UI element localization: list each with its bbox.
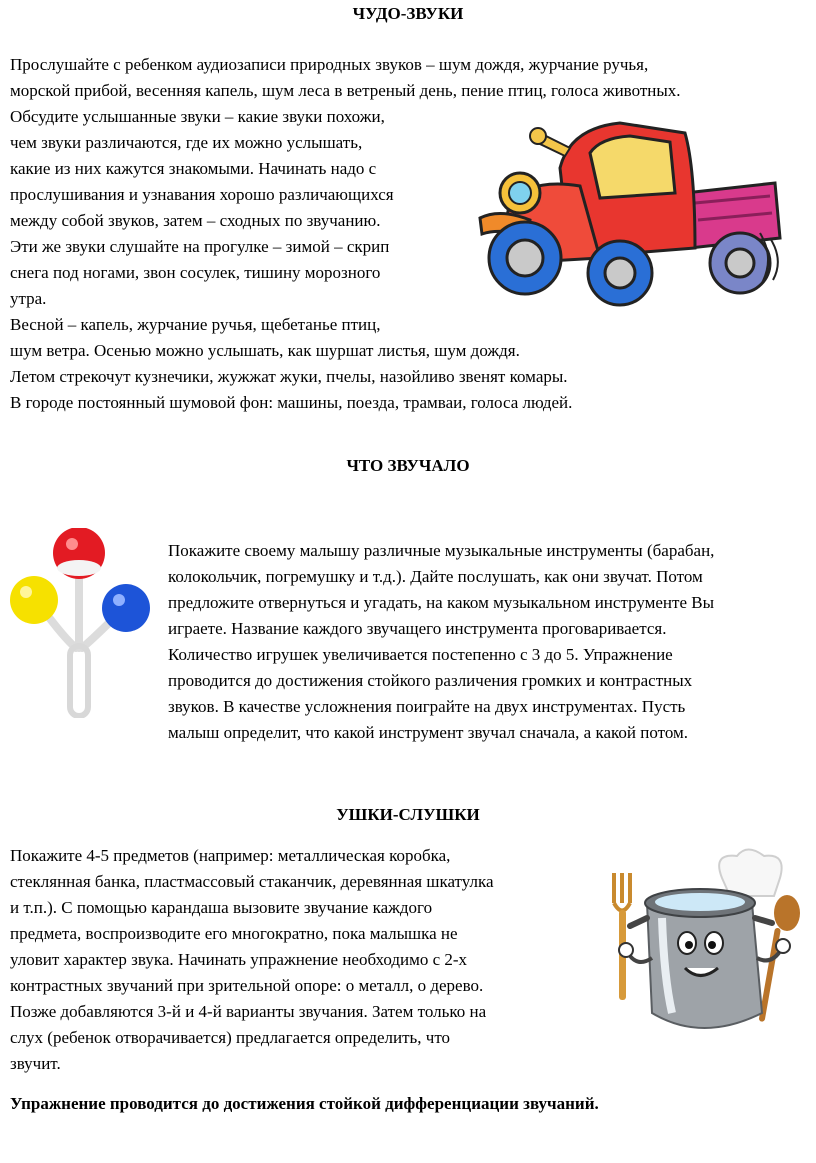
- section-title-chudo-zvuki: ЧУДО-ЗВУКИ: [352, 4, 464, 23]
- text-line: Весной – капель, журчание ручья, щебетанье птиц,: [10, 315, 381, 334]
- text-line: какие из них кажутся знакомыми. Начинать надо с: [10, 159, 377, 178]
- rattle-toy-illustration: [4, 528, 154, 718]
- text-line: прослушивания и узнавания хорошо различающихся: [10, 185, 394, 204]
- text-line: Покажите 4-5 предметов (например: металлическая коробка,: [10, 846, 451, 865]
- text-line: между собой звуков, затем – сходных по звучанию.: [10, 211, 381, 230]
- text-line: предложите отвернуться и угадать, на каком музыкальном инструменте Вы: [168, 593, 715, 612]
- text-line: колокольчик, погремушку и т.д.). Дайте послушать, как они звучат. Потом: [168, 567, 703, 586]
- text-line: звучит.: [10, 1054, 61, 1073]
- text-line: стеклянная банка, пластмассовый стаканчик, деревянная шкатулка: [10, 872, 494, 891]
- text-line: проводится до достижения стойкого различения громких и контрастных: [168, 671, 693, 690]
- text-line: предмета, воспроизводите его многократно, пока малышка не: [10, 924, 458, 943]
- text-line: играете. Название каждого звучащего инструмента проговаривается.: [168, 619, 667, 638]
- text-line: Летом стрекочут кузнечики, жужжат жуки, пчелы, назойливо звенят комары.: [10, 367, 568, 386]
- section-title-chto-zvuchalo: ЧТО ЗВУЧАЛО: [346, 456, 470, 475]
- text-line: и т.п.). С помощью карандаша вызовите звучание каждого: [10, 898, 433, 917]
- section-3-text: [10, 843, 494, 1077]
- final-exercise-note: Упражнение проводится до достижения стойкой дифференциации звучаний.: [10, 1094, 599, 1113]
- text-line: утра.: [10, 289, 47, 308]
- text-line: Покажите своему малышу различные музыкальные инструменты (барабан,: [168, 541, 715, 560]
- text-line: Прослушайте с ребенком аудиозаписи природных звуков – шум дождя, журчание ручья,: [10, 55, 649, 74]
- text-line: звуков. В качестве усложнения поиграйте на двух инструментах. Пусть: [168, 697, 686, 716]
- cartoon-car-illustration: [470, 108, 790, 308]
- text-line: малыш определит, что какой инструмент звучал сначала, а какой потом.: [168, 723, 689, 742]
- text-line: шум ветра. Осенью можно услышать, как шуршат листья, шум дождя.: [10, 341, 520, 360]
- text-line: Эти же звуки слушайте на прогулке – зимой – скрип: [10, 237, 390, 256]
- text-line: Позже добавляются 3-й и 4-й варианты звучания. Затем только на: [10, 1002, 487, 1021]
- text-line: Обсудите услышанные звуки – какие звуки похожи,: [10, 107, 385, 126]
- text-line: уловит характер звука. Начинать упражнение необходимо с 2-х: [10, 950, 468, 969]
- section-2-text: [168, 538, 714, 746]
- text-line: Количество игрушек увеличивается постепенно с 3 до 5. Упражнение: [168, 645, 673, 664]
- cartoon-pot-chef-illustration: [592, 848, 812, 1043]
- text-line: снега под ногами, звон сосулек, тишину морозного: [10, 263, 381, 282]
- text-line: В городе постоянный шумовой фон: машины, поезда, трамваи, голоса людей.: [10, 393, 573, 412]
- text-line: морской прибой, весенняя капель, шум леса в ветреный день, пение птиц, голоса животных.: [10, 81, 681, 100]
- text-line: слух (ребенок отворачивается) предлагается определить, что: [10, 1028, 451, 1047]
- text-line: чем звуки различаются, где их можно услышать,: [10, 133, 363, 152]
- text-line: контрастных звучаний при зрительной опоре: о металл, о дерево.: [10, 976, 484, 995]
- section-title-ushki-slushki: УШКИ-СЛУШКИ: [336, 805, 480, 824]
